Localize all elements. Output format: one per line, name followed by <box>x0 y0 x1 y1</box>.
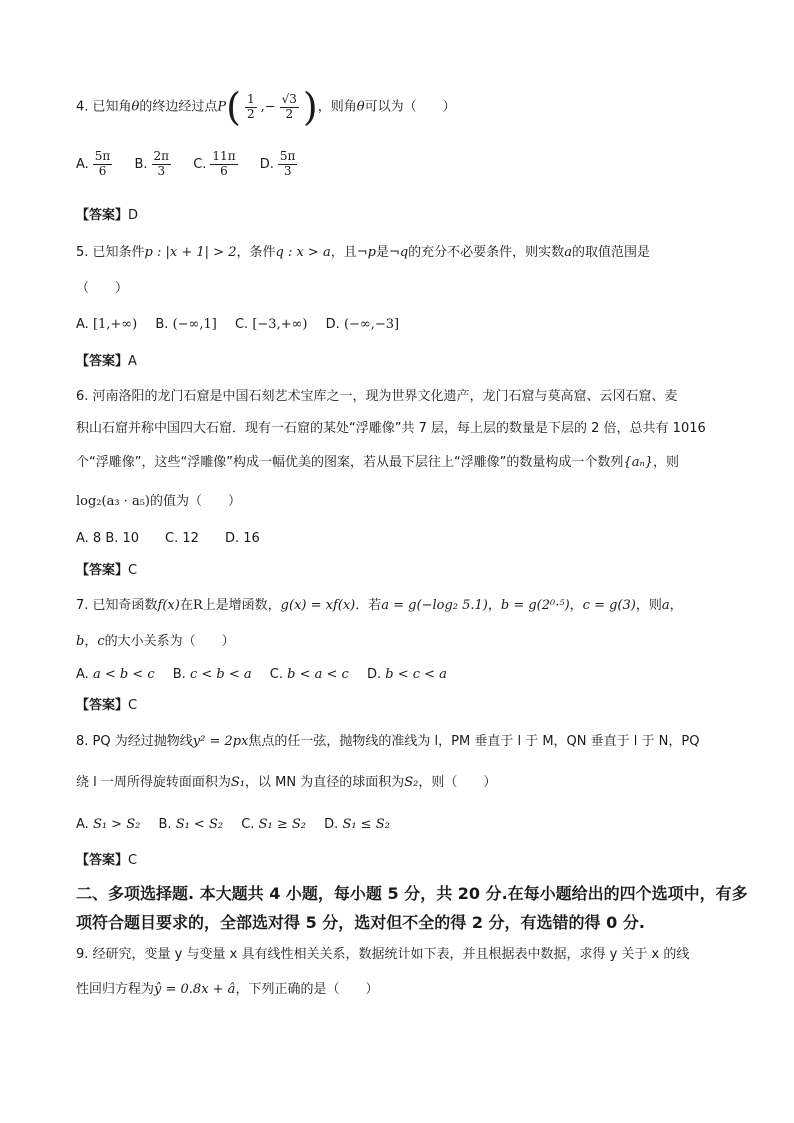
option-c: C. S₁ ≥ S₂ <box>241 817 306 832</box>
option-c: C. b < a < c <box>269 667 349 682</box>
question-6-answer: 【答案】C <box>76 563 138 578</box>
question-9-line-2: 性回归方程为ŷ = 0.8x + â，下列正确的是（ ） <box>76 982 379 997</box>
option-b: B. $\frac{2\pi}{3}$ <box>134 149 170 178</box>
question-6-line-3: 个“浮雕像”，这些“浮雕像”构成一幅优美的图案，若从最下层往上“浮雕像”的数量构成一个数列{aₙ}，则 <box>76 455 679 470</box>
question-6-line-2: 积山石窟并称中国四大石窟．现有一石窟的某处“浮雕像”共 7 层，每上层的数量是下层的 2 倍，总共有 1016 <box>76 421 706 436</box>
option-c: C. $\frac{11\pi}{6}$ <box>193 149 236 178</box>
option-b: B. c < b < a <box>172 667 252 682</box>
option-c: C. [−3,+∞) <box>234 317 308 332</box>
question-8-answer: 【答案】C <box>76 853 138 868</box>
question-6-line-1: 6. 河南洛阳的龙门石窟是中国石刻艺术宝库之一，现为世界文化遗产，龙门石窟与莫高窟、云冈石窟、麦 <box>76 389 678 404</box>
point-y-fraction: $\frac{√3}{2}$ <box>281 91 297 121</box>
option-a: A. [1,+∞) <box>76 317 138 332</box>
option-b: B. S₁ < S₂ <box>158 817 224 832</box>
question-4-options <box>76 150 315 179</box>
question-6-options: A. 8 B. 10 C. 12 D. 16 <box>76 531 260 546</box>
option-a: A. a < b < c <box>76 667 155 682</box>
question-7-options <box>76 667 461 683</box>
question-9-line-1: 9. 经研究，变量 y 与变量 x 具有线性相关关系，数据统计如下表，并且根据表中数据，求得 y 关于 x 的线 <box>76 947 690 962</box>
question-5-paren: （ ） <box>76 281 129 296</box>
question-8-line-2: 绕 l 一周所得旋转面面积为S₁，以 MN 为直径的球面积为S₂，则（ ） <box>76 775 497 790</box>
question-6-line-4: log₂(a₃ · a₅)的值为（ ） <box>76 494 241 509</box>
point-x-fraction: $\frac{1}{2}$ <box>246 91 255 121</box>
question-4-stem: 4. 已知角θ的终边经过点P( $\frac{1}{2}$ ,− $\frac{√3}{2}$ )，则角θ可以为（ ） <box>76 85 456 129</box>
option-d: D. S₁ ≤ S₂ <box>324 817 390 832</box>
question-8-line-1: 8. PQ 为经过抛物线y² = 2px焦点的任一弦，抛物线的准线为 l，PM 垂直于 l 于 M，QN 垂直于 l 于 N，PQ <box>76 734 700 749</box>
option-b: B. (−∞,1] <box>155 317 217 332</box>
option-d: D. $\frac{5\pi}{3}$ <box>259 149 296 178</box>
question-5-answer: 【答案】A <box>76 354 137 369</box>
option-a: A. S₁ > S₂ <box>76 817 141 832</box>
question-7-answer: 【答案】C <box>76 698 138 713</box>
question-5-options <box>76 317 413 333</box>
question-7-line-2: b，c的大小关系为（ ） <box>76 634 235 649</box>
option-d: D. b < c < a <box>366 667 447 682</box>
section-2-heading-line-1: 二、多项选择题. 本大题共 4 小题，每小题 5 分，共 20 分.在每小题给出的四个选项中，有多 <box>76 884 748 903</box>
option-d: D. (−∞,−3] <box>325 317 400 332</box>
question-7-stem: 7. 已知奇函数f(x)在R上是增函数，g(x) = xf(x)．若a = g(−log₂ 5.1)，b = g(2⁰·⁵)，c = g(3)，则a， <box>76 598 683 613</box>
question-8-options <box>76 817 404 833</box>
question-4-answer: 【答案】D <box>76 208 139 223</box>
option-a: A. $\frac{5\pi}{6}$ <box>76 149 111 178</box>
question-5-stem: 5. 已知条件p : |x + 1| > 2，条件q : x > a，且¬p是¬q的充分不必要条件，则实数a的取值范围是 <box>76 245 650 260</box>
section-2-heading-line-2: 项符合题目要求的，全部选对得 5 分，选对但不全的得 2 分，有选错的得 0 分. <box>76 913 645 932</box>
